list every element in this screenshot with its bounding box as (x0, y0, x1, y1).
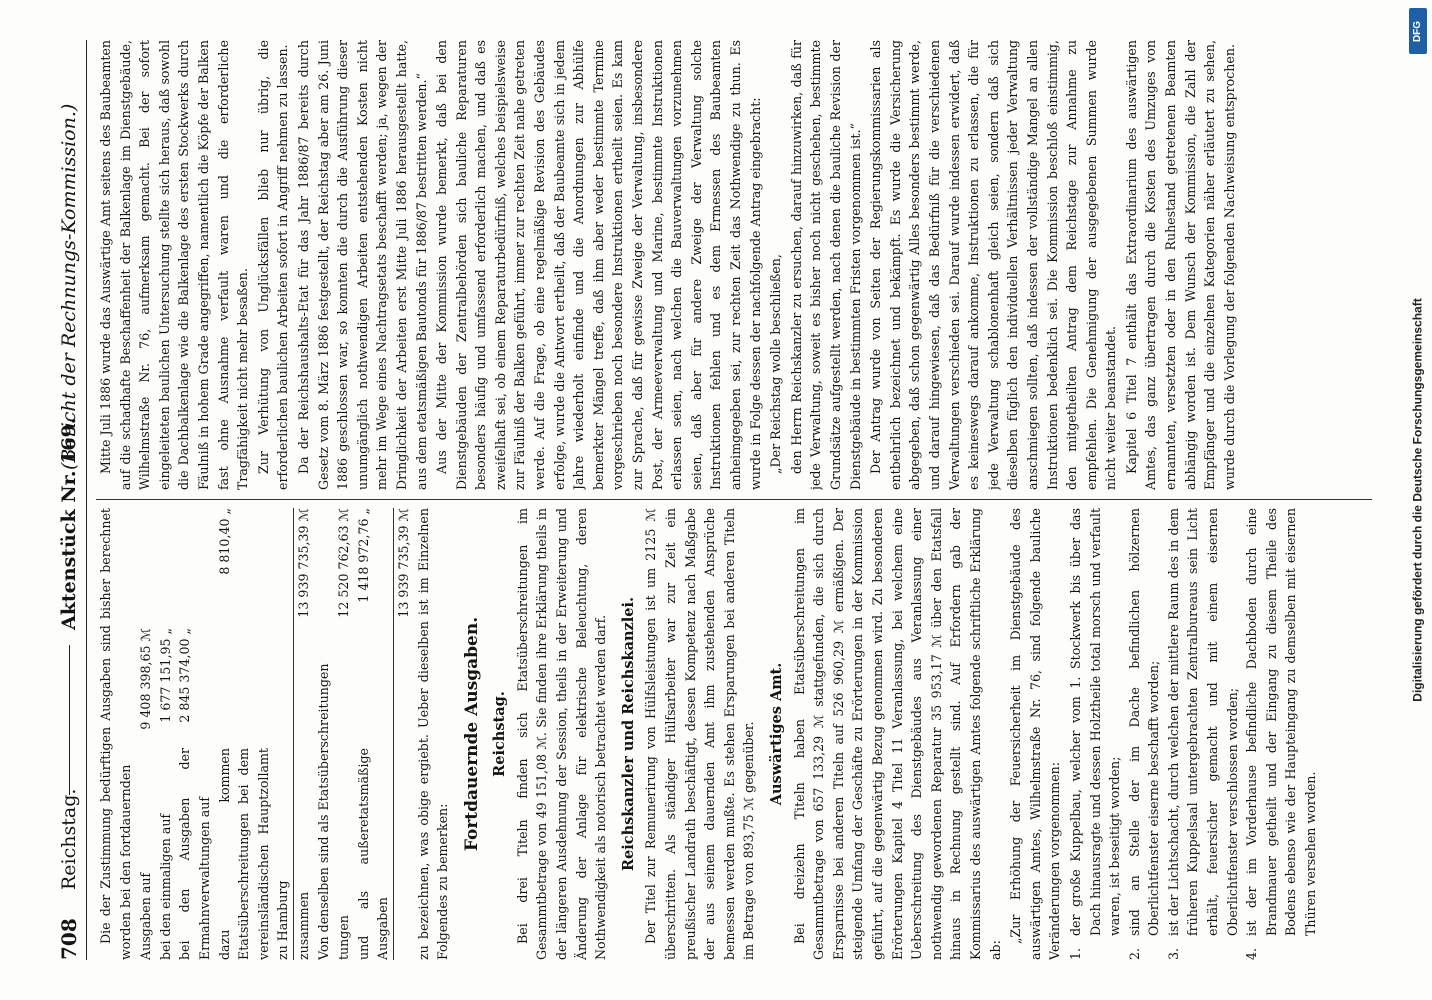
list-number: 4. (1244, 947, 1260, 960)
split-label: und als außeretatsmäßige Ausgaben (355, 748, 391, 960)
intro-paragraph: Die der Zustimmung bedürftigen Ausgaben sind bisher berechnet worden bei den fortdauernden (98, 508, 133, 960)
subsection-title-auswaertiges-amt: Auswärtiges Amt. (768, 662, 785, 806)
amount-row (156, 508, 176, 960)
amount-value: 8 810,40 „ (216, 508, 232, 575)
amount-label: dazu kommen Etatsüberschreitungen bei dem vereinsländischen Hauptzollamt zu Hamburg (216, 748, 291, 960)
section-title: Fortdauernde Ausgaben. (461, 616, 482, 852)
amount-row (175, 508, 214, 960)
split-outro: zu bezeichnen, was obige ergiebt. Ueber dieselben ist im Einzelnen Folgendes zu bemerken: (415, 508, 451, 960)
amount-row (215, 508, 293, 960)
amount-value: 9 408 398,65 ℳ (138, 628, 154, 730)
paragraph: Da der Reichshaushalts-Etat für das Jahr 1886/87 bereits durch Gesetz vom 8. März 1886 festgestellt, der Reichstag aber am 26. Juni 1886 geschlossen war, so konnten die durch die Ausführung dieser unumgänglich nothwendigen Arbeiten entstehenden Kosten nicht mehr im Wege eines Nachtragsetats beschafft werden; ja, wegen der Dringlichkeit der Arbeiten erst Mitte Juli 1886 herausgestellt hatte, aus dem etatsmäßigen Bautonds für 1886/87 bestritten werden.“ (295, 40, 429, 490)
amount-label: Ausgaben auf (138, 872, 154, 960)
amount-label: bei den Ausgaben der Ermahnverwaltungen auf (177, 748, 212, 960)
page-number: 708 (57, 918, 81, 960)
split-label: tungen (336, 915, 352, 960)
amount-value: 2 845 374,00 „ (177, 628, 193, 723)
motion-heading: „Der Reichstag wolle beschließen, (768, 254, 784, 474)
list-text: ist der Lichtschacht, durch welchen der mittlere Raum des in dem früheren Kuppelsaal untergebrachten Zentralbureaus sein Licht erhält, feuersicher gemacht und mit einem eisernen Oberlichtfenster verschlossen worden; (1165, 508, 1240, 936)
header-document: Aktenstück Nr. 169. (58, 417, 80, 630)
paragraph: Aus der Mitte der Kommission wurde bemerkt, daß bei den Dienstgebäuden der Zentralbehörden sich bauliche Reparaturen besonders häufig und umfassend erforderlich machen, und daß es zweifelhaft sei, ob einem Reparaturbedürfniß, welches beispielsweise zur Fäulniß der Balken geführt, immer zur rechten Zeit nahe getreten werde. Auf die Frage, ob eine regelmäßige Revision des Gebäudes erfolge, wurde die Antwort ertheilt, daß der Baubeamte sich in jedem Jahre wiederholt einfinde und die Anordnungen zur Abhülfe bemerkter Mängel treffe, daß ihm aber weder bestimmte Termine vorgeschrieben noch besondere Instruktionen ertheilt seien. Es kam zur Sprache, daß für gewisse Zweige der Verwaltung, insbesondere Post, der Armeeverwaltung und Marine, bestimmte Instruktionen erlassen seien, nach welchen die Bauverwaltungen vorzunehmen seien, daß aber für andere Zweige der Verwaltung solche Instruktionen fehlen und es dem Ermessen des Baubeamten anheimgegeben sei, zur rechten Zeit das Nothwendige zu thun. Es wurde in Folge dessen der nachfolgende Antrag eingebracht: (434, 40, 763, 490)
paragraph: Der Antrag wurde von Seiten der Regierungskommissarien als entbehrlich bezeichnet und bekämpft. Es wurde die Versicherung abgegeben, daß schon gegenwärtig Alles besonders bestimmt werde, und darauf hingewiesen, daß das Bedürfniß für die verschiedenen Verwaltungen verschieden sei. Darauf wurde indessen erwidert, daß es keineswegs darauf ankomme, Instruktionen zu erlassen, die für jede Verwaltung schablonenhaft gleich seien, sondern daß sich dieselben füglich den individuellen Verhältnissen jeder Verwaltung anschmiegen sollten, daß indessen der vollständige Mangel an allen Instruktionen bedenklich sei. Die Kommission beschloß einstimmig, den mitgetheilten Antrag dem Reichstage zur Annahme zu empfehlen. Die Genehmigung der ausgegebenen Summen wurde nicht weiter beanstandet. (868, 40, 1119, 490)
list-item (1066, 508, 1125, 960)
split-row (334, 508, 354, 960)
header-rule (69, 645, 70, 795)
amount-label: bei den einmaligen auf (157, 813, 173, 960)
running-title: (Bericht der Rechnungs-Kommission.) (58, 103, 80, 470)
split-value: 12 520 762,63 ℳ (336, 508, 352, 618)
paragraph-reichskanzler: Der Titel zur Remunerirung von Hülfsleistungen ist um 2125 ℳ überschritten. Als ständiger Hülfsarbeiter war zur Zeit ein preußischer Landrath beschäftigt, dessen Kompetenz nach Maßgabe der aus seinem dauernden Amt ihm zustehenden Ansprüche bemessen werden mußte. Es stehen Ersparungen bei anderen Titeln im Betrage von 893,75 ℳ gegenüber. (643, 508, 757, 960)
column-divider (96, 499, 1372, 500)
list-item (1125, 508, 1164, 960)
list-number: 2. (1126, 947, 1142, 960)
list-text: der große Kuppelbau, welcher vom 1. Stockwerk bis über das Dach hinausragte und dessen Holztheile total morsch und verfault waren, ist beseitigt worden; (1067, 508, 1123, 936)
page-header (52, 40, 87, 960)
list-number: 1. (1067, 947, 1083, 960)
paragraph-auswaertiges-amt: Bei dreizehn Titeln haben Etatsüberschreitungen im Gesammtbetrage von 657 133,29 ℳ stattgefunden, die sich durch Ersparnisse bei anderen Titeln auf 526 960,29 ℳ ermäßigen. Der steigende Umfang der Geschäfte zu Erörterungen in der Kommission geführt, auf die gegenwärtig Bezug genommen wird. Zu besonderen Erörterungen Kapitel 4 Titel 11 Veranlassung, bei welchem eine Ueberschreitung des Dienstgebäudes aus Veranlassung einer nothwendig gewordenen Reparatur 35 953,17 ℳ über den Etatsfall hinaus in Rechnung gestellt sind. Auf Erfordern gab der Kommissarius des auswärtigen Amtes folgende schriftliche Erklärung ab: (791, 508, 1003, 960)
amount-value: 1 677 151,95 „ (157, 628, 173, 723)
total-value: 13 939 735,39 ℳ (295, 508, 311, 618)
dfg-logo-icon (1409, 8, 1427, 54)
list-item (1164, 508, 1242, 960)
digitization-credit-text: Digitalisierung gefördert durch die Deutsche Forschungsgemeinschaft (1411, 298, 1425, 702)
paragraph: Mitte Juli 1886 wurde das Auswärtige Amt seitens des Baubeamten auf die schadhafte Beschaffenheit der Balkenlage im Dienstgebäude, Wilhelmstraße Nr. 76, aufmerksam gemacht. Bei der sofort eingeleiteten baulichen Untersuchung stellte sich heraus, daß sowohl die Dachbalkenlage wie die Balkenlage des ersten Stockwerks durch Fäulniß in hohem Grade angegriffen, namentlich die Köpfe der Balken fast ohne Ausnahme verfault waren und die erforderliche Tragfähigkeit nicht mehr besaßen. (98, 40, 251, 490)
motion-text: den Herrn Reichskanzler zu ersuchen, darauf hinzuwirken, daß für jede Verwaltung, soweit es bisher noch nicht geschehen, bestimmte Grundsätze aufgestellt werden, nach denen die bauliche Revision der Dienstgebäude in bestimmten Fristen vorgenommen ist.“ (788, 40, 863, 490)
dfg-logo-text: DFG (1412, 20, 1424, 42)
total-row (293, 508, 314, 960)
paragraph-reichstag: Bei drei Titeln finden sich Etatsüberschreitungen im Gesammtbetrage von 49 151,08 ℳ. Sie finden ihre Erklärung theils in der längeren Ausdehnung der Session, theils in der Erweiterung und Änderung der Anlage für elektrische Beleuchtung, deren Nothwendigkeit als notorisch betrachtet werden darf. (514, 508, 609, 960)
paragraph: Kapitel 6 Titel 7 enthält das Extraordinarium des auswärtigen Amtes, das ganz übertragen durch die Kosten des Umzuges von ernannten, versetzten oder in den Ruhestand getretenen Beamten abhängig worden ist. Dem Wunsch der Kommission, die Zahl der Empfänger und die einzelnen Kategorien näher erläutert zu sehen, wurde durch die Vorlegung der folgenden Nachweisung entsprochen. (1123, 40, 1237, 490)
paragraph: Zur Verhütung von Unglücksfällen blieb nur übrig, die erforderlichen baulichen Arbeiten sofort in Angriff nehmen zu lassen. (255, 40, 291, 490)
subsection-title-reichstag: Reichstag. (491, 691, 509, 777)
paragraph-feuersicherheit: „Zur Erhöhung der Feuersicherheit im Dienstgebäude des auswärtigen Amtes, Wilhelmstraße Nr. 76, sind folgende bauliche Veränderungen vorgenommen: (1008, 508, 1063, 960)
split-row (354, 508, 393, 960)
total-label: zusammen (295, 891, 311, 960)
left-column (96, 508, 1374, 960)
split-total-value: 13 939 735,39 ℳ (395, 508, 411, 618)
list-text: ist der im Vorderhause befindliche Dachboden durch eine Brandmauer getheilt und der Eingang zu diesem Theile des Bodens ebenso wie der Haupteingang zu demselben mit eisernen Thüren versehen worden. (1244, 508, 1319, 936)
subsection-title-reichskanzler: Reichskanzler und Reichskanzlei. (619, 596, 637, 872)
list-text: sind an Stelle der im Dache befindlichen hölzernen Oberlichtfenster eiserne beschafft worden; (1126, 508, 1162, 936)
rotated-document-page (46, 30, 1386, 970)
split-value: 1 418 972,76 „ (355, 508, 371, 603)
split-total-row (393, 508, 414, 960)
right-column (96, 40, 1374, 490)
digitization-credit (1406, 0, 1430, 1000)
split-intro: Von denselben sind als Etatsüberschreitungen (315, 663, 331, 960)
header-title: Reichstag. (58, 788, 80, 890)
list-number: 3. (1165, 947, 1181, 960)
list-item (1242, 508, 1320, 960)
amount-row (136, 508, 156, 960)
